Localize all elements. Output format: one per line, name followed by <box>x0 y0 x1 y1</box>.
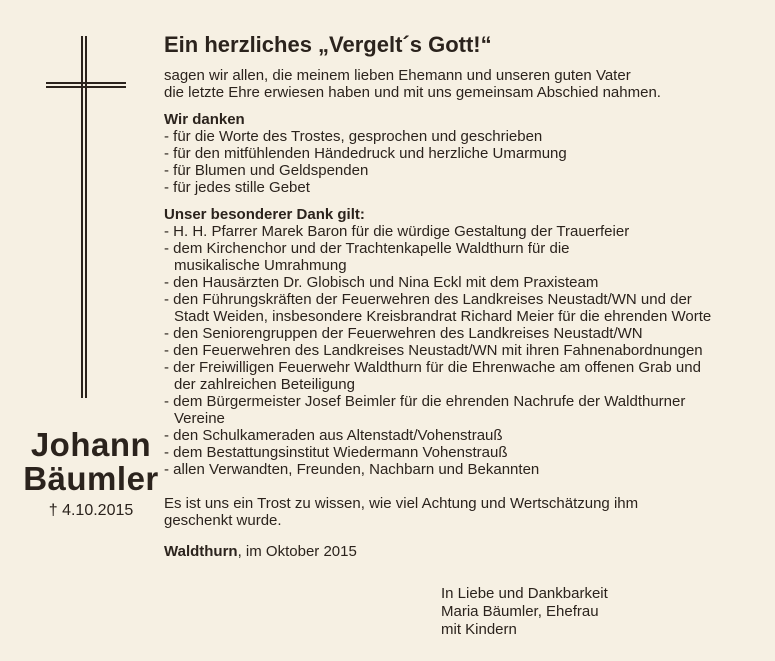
intro-line: die letzte Ehre erwiesen haben und mit uns gemeinsam Abschied nahmen. <box>164 84 661 101</box>
intro-text <box>164 67 764 101</box>
date-text: , im Oktober 2015 <box>237 543 357 560</box>
list-item: - dem Bürgermeister Josef Beimler für die ehrenden Nachrufe der Waldthurner Vereine <box>164 393 686 427</box>
thanks-title: Wir danken <box>164 111 245 128</box>
deceased-first-name: Johann <box>30 426 152 463</box>
special-thanks-list <box>164 223 764 478</box>
notice-heading: Ein herzliches „Vergelt´s Gott!“ <box>164 32 492 57</box>
list-item: - der Freiwilligen Feuerwehr Waldthurn für die Ehrenwache am offenen Grab und der zahlreichen Beteiligung <box>164 359 701 393</box>
cross-icon <box>0 0 150 400</box>
closing-line: geschenkt wurde. <box>164 512 282 529</box>
list-item: - den Führungskräften der Feuerwehren des Landkreises Neustadt/WN und der Stadt Weiden, insbesondere Kreisbrandrat Richard Meier für die ehrenden Worte <box>164 291 712 325</box>
deceased-last-name: Bäumler <box>23 460 159 497</box>
list-item: - den Seniorengruppen der Feuerwehren des Landkreises Neustadt/WN <box>164 325 643 342</box>
intro-line: sagen wir allen, die meinem lieben Ehemann und unseren guten Vater <box>164 67 631 84</box>
special-thanks-title: Unser besonderer Dank gilt: <box>164 206 365 223</box>
list-item: - für die Worte des Trostes, gesprochen und geschrieben <box>164 128 543 145</box>
list-item: - allen Verwandten, Freunden, Nachbarn und Bekannten <box>164 461 540 478</box>
signature-line: Maria Bäumler, Ehefrau <box>441 603 599 620</box>
closing-line: Es ist uns ein Trost zu wissen, wie viel Achtung und Wertschätzung ihm <box>164 495 639 512</box>
list-item: - den Hausärzten Dr. Globisch und Nina Eckl mit dem Praxisteam <box>164 274 599 291</box>
notice-body <box>164 32 764 560</box>
signature-block <box>441 585 608 639</box>
signature-line: In Liebe und Dankbarkeit <box>441 585 608 602</box>
place-name: Waldthurn <box>164 543 238 560</box>
list-item: - dem Kirchenchor und der Trachtenkapelle Waldthurn für die musikalische Umrahmung <box>164 240 570 274</box>
closing-text <box>164 495 764 529</box>
list-item: - den Feuerwehren des Landkreises Neustadt/WN mit ihren Fahnenabordnungen <box>164 342 703 359</box>
list-item: - für jedes stille Gebet <box>164 179 310 196</box>
thanks-list <box>164 128 764 196</box>
list-item: - H. H. Pfarrer Marek Baron für die würdige Gestaltung der Trauerfeier <box>164 223 630 240</box>
list-item: - für Blumen und Geldspenden <box>164 162 369 179</box>
list-item: - für den mitfühlenden Händedruck und herzliche Umarmung <box>164 145 567 162</box>
signature-line: mit Kindern <box>441 621 517 638</box>
place-date <box>164 543 764 560</box>
deceased-block <box>0 428 182 520</box>
list-item: - den Schulkameraden aus Altenstadt/Vohenstrauß <box>164 427 503 444</box>
list-item: - dem Bestattungsinstitut Wiedermann Vohenstrauß <box>164 444 508 461</box>
death-date: † 4.10.2015 <box>48 502 134 519</box>
